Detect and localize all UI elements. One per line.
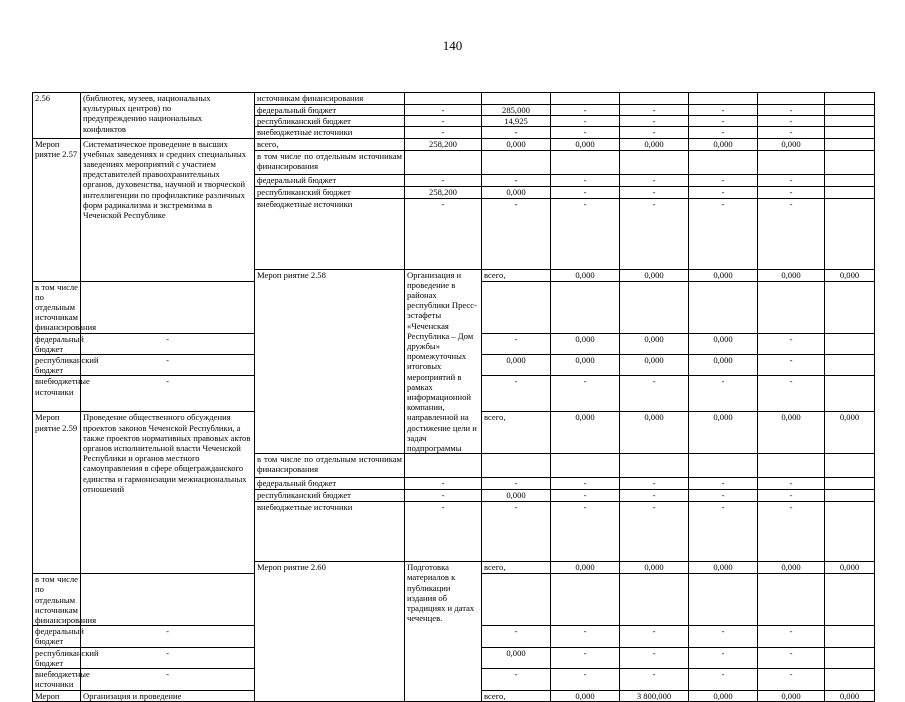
- value-cell: -: [620, 490, 689, 502]
- value-cell: -: [689, 376, 758, 412]
- value-cell: -: [405, 174, 482, 186]
- empty-cell: [405, 454, 482, 478]
- value-cell: -: [689, 198, 758, 269]
- source-label: республиканский бюджет: [33, 355, 81, 376]
- empty-cell: [620, 93, 689, 105]
- source-label: республиканский бюджет: [255, 116, 405, 127]
- value-cell: -: [620, 376, 689, 412]
- value-cell: -: [405, 105, 482, 116]
- empty-cell: [551, 281, 620, 333]
- empty-cell: [551, 454, 620, 478]
- value-cell: 0,000: [689, 562, 758, 574]
- value-cell: -: [551, 105, 620, 116]
- value-cell: 0,000: [620, 355, 689, 376]
- value-cell: -: [551, 647, 620, 668]
- empty-cell: [551, 574, 620, 626]
- source-label: федеральный бюджет: [33, 626, 81, 647]
- source-label: федеральный бюджет: [255, 478, 405, 490]
- value-cell: -: [689, 478, 758, 490]
- value-cell: 0,000: [482, 186, 551, 198]
- empty-cell: [825, 490, 875, 502]
- value-cell: 0,000: [551, 355, 620, 376]
- value-cell: -: [689, 502, 758, 562]
- empty-cell: [758, 150, 825, 174]
- value-cell: 0,000: [758, 562, 825, 574]
- source-label: источникам финансирования: [255, 93, 405, 105]
- value-cell: 0,000: [825, 562, 875, 574]
- empty-cell: [620, 574, 689, 626]
- empty-cell: [620, 281, 689, 333]
- value-cell: -: [405, 502, 482, 562]
- value-cell: -: [689, 127, 758, 138]
- value-cell: -: [620, 647, 689, 668]
- empty-cell: [825, 186, 875, 198]
- empty-cell: [689, 281, 758, 333]
- value-cell: -: [689, 490, 758, 502]
- value-cell: -: [551, 490, 620, 502]
- value-cell: 285,000: [482, 105, 551, 116]
- value-cell: -: [620, 478, 689, 490]
- value-cell: -: [620, 669, 689, 690]
- source-label: внебюджетные источники: [255, 127, 405, 138]
- value-cell: -: [620, 105, 689, 116]
- empty-cell: [689, 150, 758, 174]
- empty-cell: [81, 281, 255, 333]
- value-cell: 0,000: [620, 562, 689, 574]
- empty-cell: [482, 454, 551, 478]
- value-cell: -: [620, 502, 689, 562]
- empty-cell: [758, 281, 825, 333]
- measure-code: Мероп риятие 2.57: [33, 138, 81, 281]
- source-label: всего,: [482, 269, 551, 281]
- empty-cell: [482, 281, 551, 333]
- value-cell: 0,000: [689, 333, 758, 354]
- page-number: 140: [442, 38, 463, 53]
- value-cell: -: [81, 355, 255, 376]
- source-label: внебюджетные источники: [33, 669, 81, 690]
- measure-name: Организация и проведение: [81, 690, 255, 701]
- table-row: [33, 138, 875, 150]
- empty-cell: [405, 150, 482, 174]
- empty-cell: [482, 150, 551, 174]
- value-cell: -: [620, 198, 689, 269]
- value-cell: 258,200: [405, 138, 482, 150]
- financing-table: [32, 92, 875, 702]
- table-body: [33, 93, 875, 702]
- value-cell: -: [689, 186, 758, 198]
- value-cell: -: [482, 626, 551, 647]
- value-cell: -: [405, 490, 482, 502]
- value-cell: -: [758, 186, 825, 198]
- empty-cell: [689, 574, 758, 626]
- empty-cell: [825, 626, 875, 647]
- value-cell: 0,000: [620, 269, 689, 281]
- value-cell: -: [551, 626, 620, 647]
- measure-code: Мероп: [33, 690, 81, 701]
- value-cell: -: [81, 669, 255, 690]
- value-cell: -: [551, 376, 620, 412]
- value-cell: -: [551, 502, 620, 562]
- measure-name: Систематическое проведение в высших учебных заведениях и средних специальных заведениях мероприятий с участием представителей правоохранительных органов, духовенства, научной и творческой интеллигенции по профилактике различных форм радикализма и экстремизма в Чеченской Республике: [81, 138, 255, 281]
- empty-cell: [825, 281, 875, 333]
- value-cell: -: [620, 116, 689, 127]
- empty-cell: [551, 150, 620, 174]
- source-label: внебюджетные источники: [33, 376, 81, 412]
- value-cell: 0,000: [689, 412, 758, 454]
- value-cell: -: [482, 198, 551, 269]
- value-cell: -: [620, 186, 689, 198]
- empty-cell: [482, 574, 551, 626]
- value-cell: 0,000: [482, 138, 551, 150]
- value-cell: -: [81, 376, 255, 412]
- value-cell: -: [405, 478, 482, 490]
- value-cell: -: [551, 174, 620, 186]
- measure-name: (библиотек, музеев, национальных культурных центров) по предупреждению национальных конфликтов: [81, 93, 255, 139]
- value-cell: -: [551, 127, 620, 138]
- value-cell: -: [758, 105, 825, 116]
- value-cell: 0,000: [551, 412, 620, 454]
- table-row: [33, 93, 875, 105]
- empty-cell: [825, 376, 875, 412]
- value-cell: -: [482, 127, 551, 138]
- empty-cell: [825, 198, 875, 269]
- value-cell: 0,000: [551, 138, 620, 150]
- value-cell: -: [758, 127, 825, 138]
- value-cell: 0,000: [482, 490, 551, 502]
- measure-name: Подготовка материалов к публикации издания об традициях и датах чеченцев.: [405, 562, 482, 701]
- value-cell: -: [551, 478, 620, 490]
- value-cell: -: [758, 198, 825, 269]
- source-label: в том числе по отдельным источникам финансирования: [255, 150, 405, 174]
- source-label: федеральный бюджет: [255, 105, 405, 116]
- empty-cell: [825, 174, 875, 186]
- value-cell: 0,000: [825, 412, 875, 454]
- value-cell: -: [689, 116, 758, 127]
- empty-cell: [758, 454, 825, 478]
- value-cell: -: [689, 669, 758, 690]
- value-cell: 0,000: [689, 269, 758, 281]
- empty-cell: [825, 478, 875, 490]
- empty-cell: [825, 669, 875, 690]
- value-cell: -: [689, 626, 758, 647]
- value-cell: -: [551, 198, 620, 269]
- empty-cell: [689, 93, 758, 105]
- value-cell: -: [551, 669, 620, 690]
- measure-code: Мероп риятие 2.59: [33, 412, 81, 574]
- empty-cell: [825, 454, 875, 478]
- empty-cell: [825, 150, 875, 174]
- value-cell: 0,000: [551, 269, 620, 281]
- value-cell: 0,000: [620, 138, 689, 150]
- value-cell: -: [758, 333, 825, 354]
- value-cell: -: [405, 116, 482, 127]
- value-cell: -: [405, 127, 482, 138]
- source-label: внебюджетные источники: [255, 198, 405, 269]
- empty-cell: [620, 454, 689, 478]
- value-cell: -: [482, 502, 551, 562]
- empty-cell: [825, 138, 875, 150]
- value-cell: 0,000: [758, 138, 825, 150]
- empty-cell: [825, 105, 875, 116]
- value-cell: 0,000: [482, 355, 551, 376]
- value-cell: -: [482, 174, 551, 186]
- value-cell: 0,000: [825, 269, 875, 281]
- value-cell: -: [482, 669, 551, 690]
- value-cell: -: [758, 174, 825, 186]
- value-cell: -: [620, 626, 689, 647]
- source-label: в том числе по отдельным источникам финансирования: [33, 281, 81, 333]
- source-label: республиканский бюджет: [33, 647, 81, 668]
- value-cell: -: [620, 127, 689, 138]
- value-cell: -: [482, 333, 551, 354]
- value-cell: 258,200: [405, 186, 482, 198]
- empty-cell: [825, 355, 875, 376]
- measure-code: 2.56: [33, 93, 81, 139]
- value-cell: -: [758, 502, 825, 562]
- empty-cell: [825, 574, 875, 626]
- value-cell: -: [758, 490, 825, 502]
- empty-cell: [689, 454, 758, 478]
- value-cell: -: [758, 116, 825, 127]
- empty-cell: [551, 93, 620, 105]
- value-cell: 3 800,000: [620, 690, 689, 701]
- source-label: всего,: [482, 562, 551, 574]
- source-label: всего,: [482, 690, 551, 701]
- value-cell: 0,000: [689, 138, 758, 150]
- value-cell: 0,000: [551, 333, 620, 354]
- value-cell: 0,000: [620, 333, 689, 354]
- measure-name: Организация и проведение в районах республики Пресс-эстафеты «Чеченская Республика – Дом дружбы» промежуточных итоговых мероприятий в рамках информационной компании, направленной на достижение цели и задач подпрограммы: [405, 269, 482, 454]
- measure-name: Проведение общественного обсуждения проектов законов Чеченской Республики, а также проектов нормативных правовых актов органов исполнительной власти Чеченской Республики и органов местного самоуправления в сфере общегражданского единства и гармонизации межнациональных отношений: [81, 412, 255, 574]
- value-cell: 0,000: [758, 269, 825, 281]
- value-cell: 14,925: [482, 116, 551, 127]
- value-cell: -: [620, 174, 689, 186]
- source-label: республиканский бюджет: [255, 186, 405, 198]
- value-cell: -: [482, 478, 551, 490]
- value-cell: 0,000: [758, 412, 825, 454]
- value-cell: -: [482, 376, 551, 412]
- value-cell: -: [81, 626, 255, 647]
- empty-cell: [825, 647, 875, 668]
- empty-cell: [620, 150, 689, 174]
- empty-cell: [405, 93, 482, 105]
- value-cell: 0,000: [551, 562, 620, 574]
- measure-code: Мероп риятие 2.58: [255, 269, 405, 454]
- empty-cell: [825, 502, 875, 562]
- value-cell: -: [758, 647, 825, 668]
- value-cell: 0,000: [689, 690, 758, 701]
- value-cell: -: [551, 116, 620, 127]
- value-cell: -: [758, 626, 825, 647]
- source-label: в том числе по отдельным источникам финансирования: [33, 574, 81, 626]
- value-cell: -: [81, 647, 255, 668]
- source-label: внебюджетные источники: [255, 502, 405, 562]
- value-cell: 0,000: [689, 355, 758, 376]
- value-cell: -: [758, 478, 825, 490]
- value-cell: -: [758, 355, 825, 376]
- value-cell: -: [758, 376, 825, 412]
- value-cell: 0,000: [825, 690, 875, 701]
- value-cell: 0,000: [551, 690, 620, 701]
- source-label: федеральный бюджет: [255, 174, 405, 186]
- empty-cell: [825, 93, 875, 105]
- source-label: в том числе по отдельным источникам финансирования: [255, 454, 405, 478]
- source-label: всего,: [255, 138, 405, 150]
- value-cell: -: [689, 174, 758, 186]
- value-cell: 0,000: [620, 412, 689, 454]
- value-cell: -: [81, 333, 255, 354]
- empty-cell: [758, 93, 825, 105]
- empty-cell: [482, 93, 551, 105]
- source-label: всего,: [482, 412, 551, 454]
- empty-cell: [825, 127, 875, 138]
- empty-cell: [825, 333, 875, 354]
- value-cell: -: [551, 186, 620, 198]
- source-label: республиканский бюджет: [255, 490, 405, 502]
- empty-cell: [825, 116, 875, 127]
- value-cell: -: [689, 105, 758, 116]
- value-cell: -: [758, 669, 825, 690]
- empty-cell: [81, 574, 255, 626]
- value-cell: -: [405, 198, 482, 269]
- measure-code: Мероп риятие 2.60: [255, 562, 405, 701]
- empty-cell: [758, 574, 825, 626]
- source-label: федеральный бюджет: [33, 333, 81, 354]
- value-cell: 0,000: [758, 690, 825, 701]
- value-cell: -: [689, 647, 758, 668]
- value-cell: 0,000: [482, 647, 551, 668]
